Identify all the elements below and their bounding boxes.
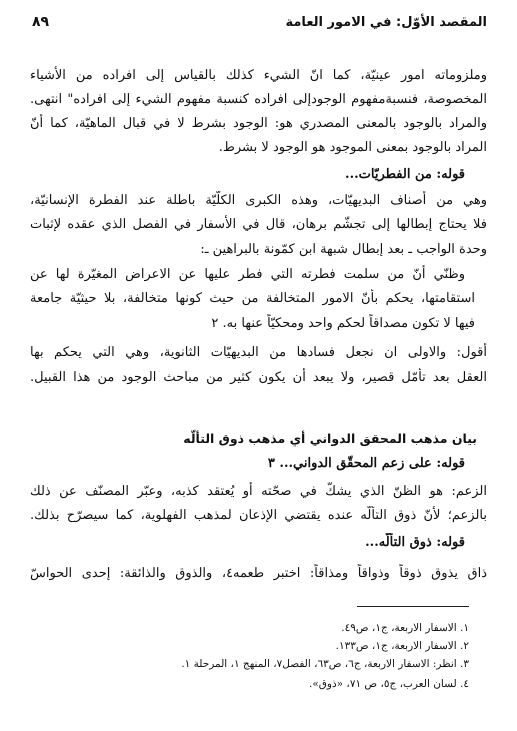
footnote: ٢. الاسفار الاربعة، ج١، ص١٣٣. — [335, 640, 469, 652]
text-line: وحدة الواجب ـ بعد إبطال شبهة ابن كمّونة بالبراهين ـ: — [200, 242, 487, 257]
text-line: والمراد بالوجود بالمعنى المصدري هو: الوجود بشرط لا في قبال الماهيّة، كما أنّ — [30, 116, 487, 131]
footnote: ٣. انظر: الاسفار الاربعة، ج٦، ص٦٣، الفصل٧، المنهج ١، المرحلة ١. — [181, 658, 469, 670]
text-line: ذاق يذوق ذوقاً وذواقاً ومذاقاً: اختبر طعمه٤، والذوق والذائقة: إحدى الحواسّ — [30, 566, 487, 581]
text-line: المراد بالوجود بمعنى الموجود هو الوجود لا بشرط. — [218, 140, 487, 155]
quote-line: استقامتها، يحكم بأنّ الامور المتخالفة من حيث كونها متخالفة، بلا حيثيّة جامعة — [30, 291, 475, 306]
section-heading: بيان مذهب المحقق الدواني أي مذهب ذوق التألّه — [183, 431, 477, 446]
commentary-lemma: قوله: ذوق التألّه... — [365, 535, 465, 550]
footnote: ٤. لسان العرب، ج٥، ص ٧١، «ذوق». — [309, 678, 469, 690]
text-line: الزعم: هو الظنّ الذي يشكّ في صحّته أو يُعتقد كذبه، وعبّر المصنّف عن ذلك — [30, 484, 487, 499]
footnote-separator — [357, 606, 469, 607]
text-line: وملزوماته امور عينيّة، كما انّ الشيء كذلك بالقياس إلى افراده من الأشياء — [30, 68, 487, 83]
text-line: وهي من أصناف البديهيّات، وهذه الكبرى الكلّيّة باطلة عند الفطرة الإنسانيّة، — [30, 193, 487, 208]
quote-line: فيها لا تكون مصداقاً لحكم واحد ومحكيّاً عنها به. ٢ — [211, 316, 475, 331]
text-line: أقول: والاولى ان نجعل فسادها من البديهيّات الثانوية، وهي التي يحكم بها — [30, 345, 487, 360]
page-number: ٨٩ — [32, 14, 50, 30]
text-line: بالزعم؛ لأنّ ذوق التألّه عنده يقتضي الإذعان لمذهب الفهلوية، كما سيصرّح بذلك. — [30, 508, 487, 523]
commentary-lemma: قوله: من الفطريّات... — [345, 167, 465, 182]
footnote: ١. الاسفار الاربعة، ج١، ص٤٩. — [341, 622, 469, 634]
running-header — [32, 14, 487, 30]
commentary-lemma: قوله: على زعم المحقّق الدواني... ٣ — [267, 456, 465, 471]
text-line: فلا يحتاج إبطالها إلى تجشّم برهان، قال في الأسفار في الفصل الذي عقده لإثبات — [30, 217, 487, 232]
running-title: المقصد الأوّل: في الامور العامة — [285, 15, 487, 30]
text-line: العقل بعد تأمّل قصير، ولا يبعد أن يكون كثير من مباحث الوجود من هذا القبيل. — [30, 370, 487, 385]
text-line: المخصوصة، فنسبةمفهوم الوجودإلى افراده كنسبة مفهوم الشيء إلى افراده" انتهى. — [30, 92, 487, 107]
quote-line: وظنّي أنّ من سلمت فطرته التي فطر عليها عن الاعراض المغيّرة لها عن — [30, 267, 465, 282]
